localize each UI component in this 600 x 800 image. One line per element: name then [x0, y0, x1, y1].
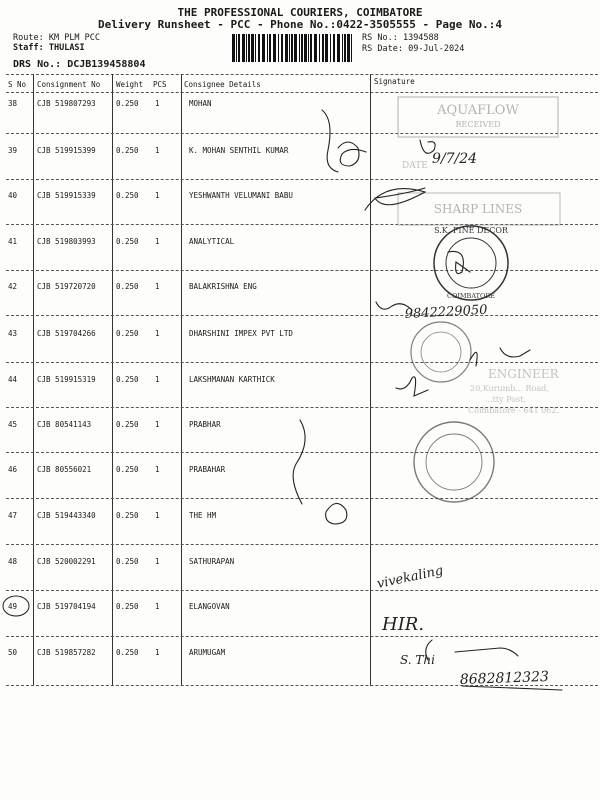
- row-weight: 0.250: [116, 146, 139, 155]
- row-pcs: 1: [155, 329, 160, 338]
- barcode-bar: [299, 34, 300, 62]
- row-consignee: ANALYTICAL: [189, 237, 235, 246]
- rs-date-line: [362, 44, 464, 54]
- row-consignment: CJB 519803993: [37, 237, 96, 246]
- barcode-bar: [255, 34, 256, 62]
- date-stamp-text: DATE: [402, 161, 428, 171]
- barcode-bar: [267, 34, 268, 62]
- row-pcs: 1: [155, 191, 160, 200]
- row-rule: [6, 224, 598, 225]
- barcode-bar: [251, 34, 254, 62]
- barcode-bar: [258, 34, 260, 62]
- row-sno: 45: [8, 420, 18, 429]
- barcode-bar: [314, 34, 317, 62]
- row-pcs: 1: [155, 465, 160, 474]
- row-consignee: DHARSHINI IMPEX PVT LTD: [189, 329, 293, 338]
- row-rule: [6, 270, 598, 271]
- row-sno: 50: [8, 648, 18, 657]
- route-value: KM PLM PCC: [48, 33, 101, 43]
- row-weight: 0.250: [116, 511, 139, 520]
- row-consignment: CJB 519720720: [37, 282, 96, 291]
- drs-line: [13, 59, 145, 70]
- row-consignment: CJB 519857282: [37, 648, 96, 657]
- row-pcs: 1: [155, 375, 160, 384]
- table-row: [0, 99, 600, 111]
- barcode-bar: [301, 34, 303, 62]
- aquaflow-stamp-text: AQUAFLOW: [437, 103, 519, 118]
- company-title: THE PROFESSIONAL COURIERS, COIMBATORE: [177, 6, 423, 19]
- staff-value: THULASI: [48, 43, 85, 53]
- row-rule: [6, 362, 598, 363]
- row-sno: 43: [8, 329, 18, 338]
- col-header-sno: S No: [8, 80, 27, 89]
- barcode-bar: [308, 34, 309, 62]
- barcode-bar: [322, 34, 324, 62]
- barcode-bar: [319, 34, 320, 62]
- row-consignment: CJB 519443340: [37, 511, 96, 520]
- barcode-bar: [333, 34, 335, 62]
- row-pcs: 1: [155, 420, 160, 429]
- table-row: [0, 557, 600, 569]
- row-pcs: 1: [155, 648, 160, 657]
- barcode: [231, 34, 355, 62]
- row-pcs: 1: [155, 602, 160, 611]
- row-weight: 0.250: [116, 602, 139, 611]
- row-consignment: CJB 519704266: [37, 329, 96, 338]
- table-row: [0, 191, 600, 203]
- received-stamp-text: RECEIVED: [455, 120, 501, 129]
- runsheet-subtitle: Delivery Runsheet - PCC - Phone No.:0422-3505555 - Page No.:4: [98, 18, 502, 31]
- row-sno: 39: [8, 146, 18, 155]
- table-top-rule: [6, 74, 598, 75]
- coimbatore-stamp-text: COIMBATORE: [447, 292, 495, 300]
- table-row: [0, 329, 600, 341]
- round-stamp-46: [414, 422, 494, 502]
- row-pcs: 1: [155, 99, 160, 108]
- row-rule: [6, 544, 598, 545]
- col-header-weight: Weight: [116, 80, 144, 89]
- row-consignment: CJB 519704194: [37, 602, 96, 611]
- barcode-bar: [236, 34, 237, 62]
- row-sno: 48: [8, 557, 18, 566]
- row-rule: [6, 179, 598, 180]
- row-weight: 0.250: [116, 375, 139, 384]
- row-pcs: 1: [155, 237, 160, 246]
- row-consignment: CJB 80556021: [37, 465, 92, 474]
- handwritten-sig-48: vivekaling: [375, 563, 445, 592]
- row-rule: [6, 498, 598, 499]
- row-consignment: CJB 519915399: [37, 146, 96, 155]
- barcode-bar: [325, 34, 328, 62]
- row-pcs: 1: [155, 146, 160, 155]
- staff-label: Staff:: [13, 43, 44, 53]
- table-row: [0, 375, 600, 387]
- row-weight: 0.250: [116, 420, 139, 429]
- row-consignee: PRABHAR: [189, 420, 221, 429]
- engineer-addr1: 20,Kurumb... Road,: [470, 384, 549, 393]
- row-weight: 0.250: [116, 191, 139, 200]
- row-consignee: MOHAN: [189, 99, 212, 108]
- barcode-bar: [246, 34, 247, 62]
- signature-45: [293, 420, 305, 504]
- drs-label: DRS No.:: [13, 59, 62, 70]
- table-row: [0, 146, 600, 158]
- rs-no-label: RS No.:: [362, 33, 398, 43]
- barcode-bar: [310, 34, 312, 62]
- barcode-bar: [238, 34, 240, 62]
- staff-line: [13, 43, 85, 53]
- barcode-bar: [342, 34, 343, 62]
- row-sno: 44: [8, 375, 18, 384]
- barcode-bar: [330, 34, 331, 62]
- barcode-bar: [269, 34, 271, 62]
- row-rule: [6, 636, 598, 637]
- row-sno: 46: [8, 465, 18, 474]
- row-consignee: K. MOHAN SENTHIL KUMAR: [189, 146, 289, 155]
- barcode-bar: [291, 34, 293, 62]
- handwritten-phone-1: 9842229050: [404, 302, 488, 322]
- row-consignment: CJB 80541143: [37, 420, 92, 429]
- route-label: Route:: [13, 33, 44, 43]
- row-sno: 40: [8, 191, 18, 200]
- barcode-bar: [351, 34, 352, 62]
- row-sno: 42: [8, 282, 18, 291]
- rs-date-label: RS Date:: [362, 44, 403, 54]
- row-consignee: BALAKRISHNA ENG: [189, 282, 257, 291]
- drs-value: DCJB139458804: [67, 59, 146, 70]
- col-header-consignment: Consignment No: [37, 80, 101, 89]
- row-weight: 0.250: [116, 329, 139, 338]
- row-consignee: THE HM: [189, 511, 217, 520]
- row-consignee: ELANGOVAN: [189, 602, 230, 611]
- barcode-bar: [304, 34, 307, 62]
- rs-date-value: 09-Jul-2024: [408, 44, 465, 54]
- row-consignee: LAKSHMANAN KARTHICK: [189, 375, 275, 384]
- row-weight: 0.250: [116, 557, 139, 566]
- row-consignee: YESHWANTH VELUMANI BABU: [189, 191, 293, 200]
- handwritten-date: 9/7/24: [432, 151, 478, 167]
- signature-43: [470, 348, 530, 366]
- sk-fine-decor-text: S.K. FINE DECOR: [434, 226, 508, 235]
- row-sno: 38: [8, 99, 18, 108]
- signature-38: [322, 110, 338, 172]
- row-sno: 41: [8, 237, 18, 246]
- rs-no-line: [362, 33, 439, 43]
- col-header-details: Consignee Details: [184, 80, 261, 89]
- signature-42: [376, 302, 412, 310]
- row-rule: [6, 315, 598, 316]
- row-rule: [6, 133, 598, 134]
- row-pcs: 1: [155, 282, 160, 291]
- barcode-bar: [278, 34, 279, 62]
- row-sno: 49: [8, 602, 18, 611]
- row-weight: 0.250: [116, 648, 139, 657]
- barcode-bar: [294, 34, 297, 62]
- row-consignment: CJB 519915319: [37, 375, 96, 384]
- handwritten-sig-50: S. Thi: [400, 653, 435, 667]
- engineer-stamp-text: ENGINEER: [488, 367, 559, 381]
- row-weight: 0.250: [116, 282, 139, 291]
- barcode-bar: [273, 34, 276, 62]
- table-bottom-rule: [6, 685, 598, 686]
- barcode-bar: [285, 34, 288, 62]
- row-rule: [6, 407, 598, 408]
- row-weight: 0.250: [116, 237, 139, 246]
- table-row: [0, 511, 600, 523]
- signature-50-underline: [462, 686, 562, 690]
- col-header-pcs: PCS: [153, 80, 167, 89]
- row-consignment: CJB 519915339: [37, 191, 96, 200]
- row-pcs: 1: [155, 511, 160, 520]
- table-row: [0, 420, 600, 432]
- row-consignment: CJB 519807293: [37, 99, 96, 108]
- barcode-bar: [344, 34, 346, 62]
- table-row: [0, 648, 600, 660]
- barcode-bar: [242, 34, 245, 62]
- row-consignee: SATHURAPAN: [189, 557, 235, 566]
- engineer-addr2: ...tty Post,: [485, 395, 526, 404]
- row-weight: 0.250: [116, 99, 139, 108]
- row-consignee: ARUMUGAM: [189, 648, 226, 657]
- table-row: [0, 282, 600, 294]
- col-header-signature: Signature: [374, 77, 415, 86]
- table-row: [0, 237, 600, 249]
- barcode-bar: [337, 34, 340, 62]
- row-sno: 47: [8, 511, 18, 520]
- row-rule: [6, 452, 598, 453]
- row-rule: [6, 590, 598, 591]
- barcode-bar: [281, 34, 283, 62]
- rs-no-value: 1394588: [402, 33, 439, 43]
- barcode-bar: [248, 34, 250, 62]
- route-line: [13, 33, 100, 43]
- barcode-bar: [289, 34, 290, 62]
- row-consignee: PRABAHAR: [189, 465, 226, 474]
- table-row: [0, 602, 600, 614]
- row-consignment: CJB 520002291: [37, 557, 96, 566]
- table-header-rule: [6, 92, 598, 93]
- barcode-bar: [262, 34, 265, 62]
- handwritten-sig-49: HIR.: [382, 614, 425, 635]
- engineer-addr3: Coimbatore - 641 062.: [468, 406, 559, 415]
- barcode-bar: [232, 34, 235, 62]
- row-pcs: 1: [155, 557, 160, 566]
- row-weight: 0.250: [116, 465, 139, 474]
- barcode-bar: [347, 34, 350, 62]
- handwritten-phone-2: 8682812323: [459, 668, 550, 688]
- table-row: [0, 465, 600, 477]
- sharp-lines-stamp-text: SHARP LINES: [433, 202, 523, 216]
